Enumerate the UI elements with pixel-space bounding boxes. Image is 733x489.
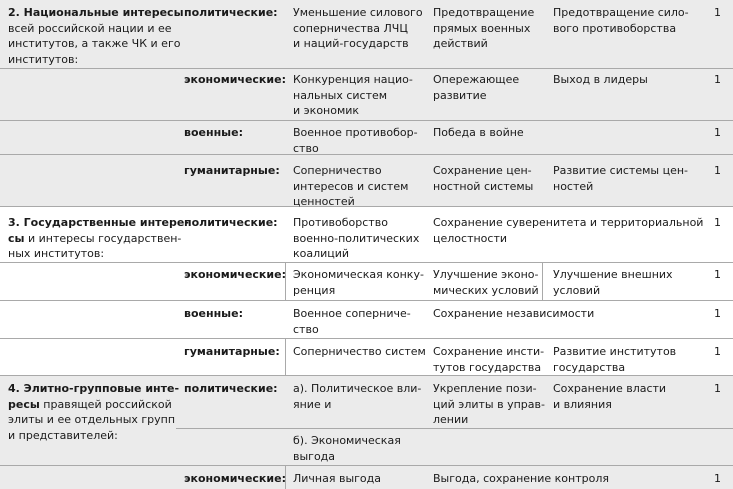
section-description-line: элиты и ее отдельных групп xyxy=(8,413,176,426)
section-heading xyxy=(8,381,179,443)
section-title: ресы xyxy=(8,397,40,411)
interest-type: политические: xyxy=(184,216,278,229)
section-description-line: и представителей: xyxy=(8,428,118,442)
column-divider xyxy=(285,338,286,376)
row-number: 1 xyxy=(714,345,721,358)
goal-strategy-cell: Выгода, сохранение контроля xyxy=(433,472,609,485)
section-heading xyxy=(8,215,189,262)
section-description-line: правящей российской xyxy=(39,397,172,411)
conflict-cell: Соперничество систем xyxy=(293,345,426,358)
goal-cell: Сохранение цен- ностной системы xyxy=(433,164,534,193)
strategy-cell: Предотвращение сило- вого противоборства xyxy=(553,6,689,35)
section-title: 4. Элитно-групповые инте- xyxy=(8,382,180,395)
conflict-cell: Соперничество интересов и систем ценностей xyxy=(293,164,409,208)
interest-type: экономические: xyxy=(184,472,286,485)
conflict-cell: Конкуренция нацио- нальных систем и экономик xyxy=(293,73,413,117)
goal-cell: Предотвращение прямых военных действий xyxy=(433,6,535,50)
strategy-cell: Развитие институтов государства xyxy=(553,345,677,374)
row-divider xyxy=(0,120,733,121)
interest-type: экономические: xyxy=(184,73,286,86)
row-number: 1 xyxy=(714,6,721,19)
strategy-cell: Развитие системы цен- ностей xyxy=(553,164,688,193)
row-divider xyxy=(0,338,733,339)
strategy-cell: Сохранение власти и влияния xyxy=(553,382,667,411)
goal-cell: Опережающее развитие xyxy=(433,73,520,102)
goal-strategy-cell: Сохранение суверенитета и территориальной целостности xyxy=(433,216,704,245)
section-description-line: институтов: xyxy=(8,52,79,66)
row-number: 1 xyxy=(714,126,721,139)
goal-strategy-cell: Сохранение независимости xyxy=(433,307,595,320)
goal-cell: Сохранение инсти- тутов государства xyxy=(433,345,545,374)
conflict-cell: Экономическая конку- ренция xyxy=(293,268,424,297)
row-divider xyxy=(0,465,733,466)
section-description-line: институтов, а также ЧК и его xyxy=(8,37,181,50)
goal-cell: Укрепление пози- ций элиты в управ- лении xyxy=(433,382,545,426)
interest-type: гуманитарные: xyxy=(184,164,280,177)
section-title: 3. Государственные интере- xyxy=(8,216,189,229)
conflict-cell: б). Экономическая выгода xyxy=(293,434,401,463)
row-number: 1 xyxy=(714,164,721,177)
row-number: 1 xyxy=(714,216,721,229)
strategy-cell: Выход в лидеры xyxy=(553,73,648,86)
section-description-line: и интересы государствен- xyxy=(24,231,182,245)
section-description-line: всей российской нации и ее xyxy=(8,21,172,35)
conflict-cell: Военное противобор- ство xyxy=(293,126,418,155)
conflict-cell: а). Политическое вли- яние и xyxy=(293,382,422,411)
section-description-line: ных институтов: xyxy=(8,247,105,260)
row-divider xyxy=(0,68,733,69)
section-heading xyxy=(8,5,184,67)
row-number: 1 xyxy=(714,307,721,320)
conflict-cell: Уменьшение силового соперничества ЛЧЦ и наций-государств xyxy=(293,6,423,50)
goal-cell: Победа в войне xyxy=(433,126,524,139)
conflict-cell: Противоборство военно-политических коалиций xyxy=(293,216,420,260)
interest-type: военные: xyxy=(184,126,243,139)
goal-cell: Улучшение эконо- мических условий xyxy=(433,268,539,297)
row-divider xyxy=(0,262,733,263)
conflict-cell: Личная выгода xyxy=(293,472,381,485)
section-title: сы xyxy=(8,231,25,245)
column-divider xyxy=(542,262,543,300)
interest-type: политические: xyxy=(184,382,278,395)
interest-type: политические: xyxy=(184,6,278,19)
interest-type: экономические: xyxy=(184,268,286,281)
conflict-cell: Военное соперниче- ство xyxy=(293,307,411,336)
row-divider xyxy=(0,300,733,301)
interest-type: гуманитарные: xyxy=(184,345,280,358)
interest-type: военные: xyxy=(184,307,243,320)
strategy-cell: Улучшение внешних условий xyxy=(553,268,673,297)
subrow-divider xyxy=(176,428,733,429)
row-number: 1 xyxy=(714,73,721,86)
row-number: 1 xyxy=(714,268,721,281)
row-number: 1 xyxy=(714,472,721,485)
section-title: 2. Национальные интересы xyxy=(8,6,184,19)
row-number: 1 xyxy=(714,382,721,395)
